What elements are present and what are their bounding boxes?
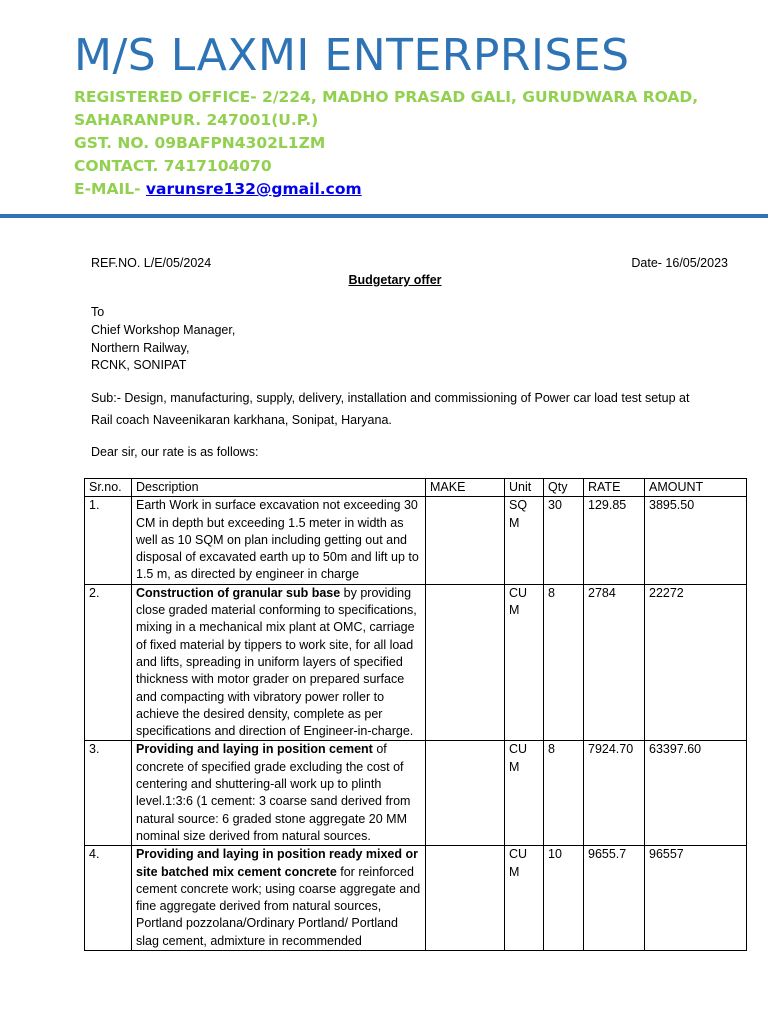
- row-amount: 63397.60: [645, 741, 747, 846]
- row-make: [426, 497, 505, 584]
- row-amount: 3895.50: [645, 497, 747, 584]
- header-unit: Unit: [505, 479, 544, 497]
- email-label: E-MAIL-: [74, 180, 146, 198]
- row-description-text: for reinforced cement concrete work; using coarse aggregate and fine aggregate derived from natural sources, Portland pozzolana/Ordinary Portland/ Portland slag cement, admixture in recommended: [136, 864, 421, 948]
- row-description-bold: Providing and laying in position cement: [136, 742, 373, 757]
- table-row: [85, 741, 747, 846]
- email-link[interactable]: varunsre132@gmail.com: [145, 180, 362, 198]
- row-qty: 30: [544, 497, 584, 584]
- row-description: [132, 497, 426, 584]
- header-qty: Qty: [544, 479, 584, 497]
- company-name: M/S LAXMI ENTERPRISES: [74, 30, 630, 81]
- row-unit: SQ M: [505, 497, 544, 584]
- row-qty: 8: [544, 741, 584, 846]
- header-amount: AMOUNT: [645, 479, 747, 497]
- row-description-bold: Construction of granular sub base: [136, 585, 341, 600]
- row-rate: 2784: [584, 584, 645, 741]
- row-srno: 1.: [85, 497, 132, 584]
- header-divider: [0, 214, 768, 218]
- row-description-text: Earth Work in surface excavation not exceeding 30 CM in depth but exceeding 1.5 meter in width as well as 10 SQM on plan including getting out and disposal of excavated earth up to 50m and lift up to 1.5 m, as directed by engineer in charge: [136, 498, 419, 582]
- row-description: [132, 741, 426, 846]
- subject-line-1: Sub:- Design, manufacturing, supply, delivery, installation and commissioning of Power car load test setup at: [91, 391, 690, 405]
- row-qty: 10: [544, 846, 584, 951]
- letter-date: Date- 16/05/2023: [631, 256, 728, 270]
- row-unit: CU M: [505, 846, 544, 951]
- table-header-row: [85, 479, 747, 497]
- letter-title: Budgetary offer: [348, 273, 442, 287]
- row-description-text: by providing close graded material conforming to specifications, mixing in a mechanical mix plant at OMC, carriage of fixed material by tippers to work site, for all load and lifts, spreading in uniform layers of specified thickness with motor grader on prepared surface and compacting with vibratory power roller to achieve the desired density, complete as per specifications and direction of Engineer-in-charge.: [136, 585, 417, 739]
- row-description-bold: Providing and laying in position ready mixed or site batched mix cement concrete: [136, 847, 418, 879]
- header-srno: Sr.no.: [85, 479, 132, 497]
- company-address-block: [74, 86, 698, 201]
- header-description: Description: [132, 479, 426, 497]
- row-srno: 4.: [85, 846, 132, 951]
- row-amount: 22272: [645, 584, 747, 741]
- row-description: [132, 584, 426, 741]
- row-description: [132, 846, 426, 951]
- to-line-3: Northern Railway,: [91, 341, 190, 355]
- row-qty: 8: [544, 584, 584, 741]
- table-row: [85, 584, 747, 741]
- header-rate: RATE: [584, 479, 645, 497]
- table-row: [85, 497, 747, 584]
- table-row: [85, 846, 747, 951]
- row-description-text: of concrete of specified grade excluding the cost of centering and shuttering-all work up to plinth level.1:3:6 (1 cement: 3 coarse sand derived from natural source: 6 graded stone aggregate 20 MM nominal size derived from natural sources.: [136, 742, 411, 843]
- row-srno: 3.: [85, 741, 132, 846]
- row-amount: 96557: [645, 846, 747, 951]
- reference-number: REF.NO. L/E/05/2024: [91, 256, 212, 270]
- row-srno: 2.: [85, 584, 132, 741]
- row-rate: 9655.7: [584, 846, 645, 951]
- row-rate: 7924.70: [584, 741, 645, 846]
- address-line-1: REGISTERED OFFICE- 2/224, MADHO PRASAD GALI, GURUDWARA ROAD,: [74, 88, 699, 106]
- header-make: MAKE: [426, 479, 505, 497]
- contact-number: CONTACT. 7417104070: [74, 157, 272, 175]
- email-line: [74, 178, 698, 201]
- to-line-2: Chief Workshop Manager,: [91, 323, 236, 337]
- to-line-1: To: [91, 305, 105, 319]
- row-make: [426, 846, 505, 951]
- row-unit: CU M: [505, 584, 544, 741]
- row-unit: CU M: [505, 741, 544, 846]
- gst-number: GST. NO. 09BAFPN4302L1ZM: [74, 134, 326, 152]
- row-make: [426, 584, 505, 741]
- subject-line-2: Rail coach Naveenikaran karkhana, Sonipat, Haryana.: [91, 413, 392, 427]
- to-line-4: RCNK, SONIPAT: [91, 358, 187, 372]
- row-make: [426, 741, 505, 846]
- address-line-2: SAHARANPUR. 247001(U.P.): [74, 111, 319, 129]
- row-rate: 129.85: [584, 497, 645, 584]
- rate-table: [84, 478, 747, 951]
- salutation: Dear sir, our rate is as follows:: [91, 445, 259, 459]
